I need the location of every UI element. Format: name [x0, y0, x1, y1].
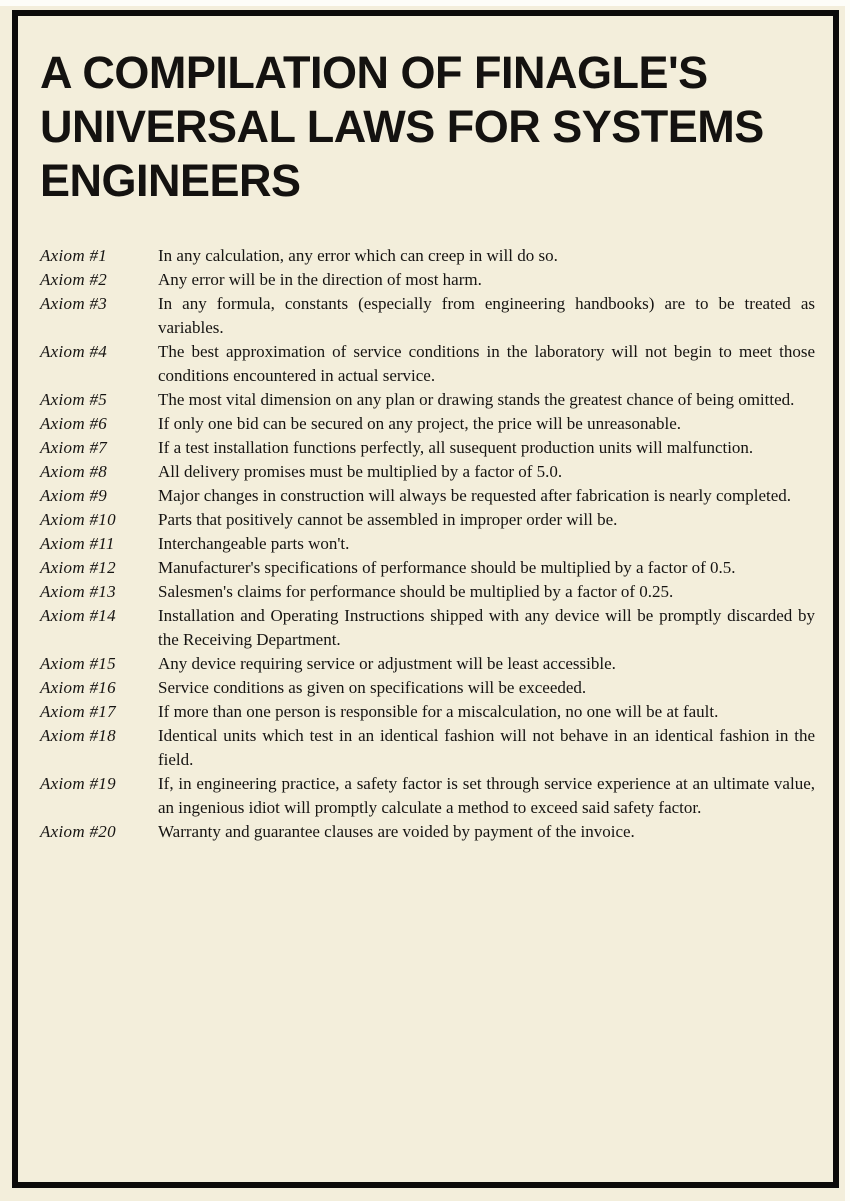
- axiom-text: In any calculation, any error which can creep in will do so.: [158, 246, 558, 265]
- axiom-label: Axiom #20: [40, 822, 116, 841]
- page-title-line-1: A COMPILATION OF FINAGLE'S: [40, 47, 708, 98]
- axiom-row: [40, 340, 815, 388]
- axiom-row: [40, 820, 815, 844]
- axiom-text: In any formula, constants (especially from engineering handbooks) are to be treated as variables.: [158, 294, 815, 337]
- axiom-text: Any error will be in the direction of most harm.: [158, 270, 482, 289]
- axiom-row: [40, 772, 815, 820]
- axiom-text: If only one bid can be secured on any project, the price will be unreasonable.: [158, 414, 682, 433]
- axiom-label: Axiom #17: [40, 702, 116, 721]
- axiom-text: Installation and Operating Instructions shipped with any device will be promptly discarded by the Receiving Department.: [158, 606, 815, 649]
- page-title-line-3: ENGINEERS: [40, 155, 301, 206]
- axiom-text: The most vital dimension on any plan or drawing stands the greatest chance of being omitted.: [158, 390, 795, 409]
- axiom-text: Interchangeable parts won't.: [158, 534, 350, 553]
- axiom-label: Axiom #2: [40, 270, 108, 289]
- axiom-row: [40, 556, 815, 580]
- axiom-label: Axiom #9: [40, 486, 108, 505]
- axiom-text: Any device requiring service or adjustment will be least accessible.: [158, 654, 616, 673]
- axiom-label: Axiom #6: [40, 414, 108, 433]
- axiom-text: Salesmen's claims for performance should be multiplied by a factor of 0.25.: [158, 582, 674, 601]
- axiom-text: If a test installation functions perfectly, all susequent production units will malfunction.: [158, 438, 754, 457]
- axiom-label: Axiom #18: [40, 726, 116, 745]
- axiom-text: Identical units which test in an identical fashion will not behave in an identical fashion in the field.: [158, 726, 815, 769]
- axiom-label: Axiom #15: [40, 654, 116, 673]
- scan-edge-top: [0, 0, 850, 6]
- axiom-row: [40, 412, 815, 436]
- axiom-row: [40, 604, 815, 652]
- page-title: [40, 46, 815, 208]
- axiom-row: [40, 676, 815, 700]
- axiom-label: Axiom #8: [40, 462, 108, 481]
- axiom-label: Axiom #14: [40, 606, 116, 625]
- axiom-row: [40, 508, 815, 532]
- axiom-text: Parts that positively cannot be assembled in improper order will be.: [158, 510, 618, 529]
- axiom-row: [40, 292, 815, 340]
- axiom-label: Axiom #4: [40, 342, 108, 361]
- axiom-label: Axiom #19: [40, 774, 116, 793]
- scan-edge-right: [845, 0, 850, 1201]
- axiom-list: [40, 244, 815, 844]
- axiom-row: [40, 580, 815, 604]
- axiom-label: Axiom #11: [40, 534, 115, 553]
- axiom-text: Warranty and guarantee clauses are voided by payment of the invoice.: [158, 822, 635, 841]
- axiom-text: Major changes in construction will always be requested after fabrication is nearly completed.: [158, 486, 792, 505]
- axiom-text: The best approximation of service conditions in the laboratory will not begin to meet those conditions encountered in actual service.: [158, 342, 815, 385]
- axiom-row: [40, 532, 815, 556]
- axiom-row: [40, 460, 815, 484]
- page-frame: [12, 10, 839, 1188]
- axiom-text: Service conditions as given on specifications will be exceeded.: [158, 678, 587, 697]
- axiom-row: [40, 652, 815, 676]
- axiom-row: [40, 388, 815, 412]
- page-title-line-2: UNIVERSAL LAWS FOR SYSTEMS: [40, 101, 764, 152]
- axiom-label: Axiom #3: [40, 294, 108, 313]
- axiom-label: Axiom #16: [40, 678, 116, 697]
- axiom-label: Axiom #7: [40, 438, 108, 457]
- axiom-label: Axiom #10: [40, 510, 116, 529]
- axiom-label: Axiom #5: [40, 390, 108, 409]
- axiom-row: [40, 724, 815, 772]
- axiom-text: All delivery promises must be multiplied by a factor of 5.0.: [158, 462, 563, 481]
- axiom-label: Axiom #13: [40, 582, 116, 601]
- axiom-text: If, in engineering practice, a safety factor is set through service experience at an ultimate value, an ingenious idiot will promptly calculate a method to exceed said safety factor.: [158, 774, 815, 817]
- axiom-row: [40, 700, 815, 724]
- axiom-text: If more than one person is responsible for a miscalculation, no one will be at fault.: [158, 702, 719, 721]
- axiom-row: [40, 484, 815, 508]
- axiom-label: Axiom #1: [40, 246, 108, 265]
- axiom-label: Axiom #12: [40, 558, 116, 577]
- axiom-text: Manufacturer's specifications of performance should be multiplied by a factor of 0.5.: [158, 558, 736, 577]
- axiom-row: [40, 244, 815, 268]
- axiom-row: [40, 268, 815, 292]
- axiom-row: [40, 436, 815, 460]
